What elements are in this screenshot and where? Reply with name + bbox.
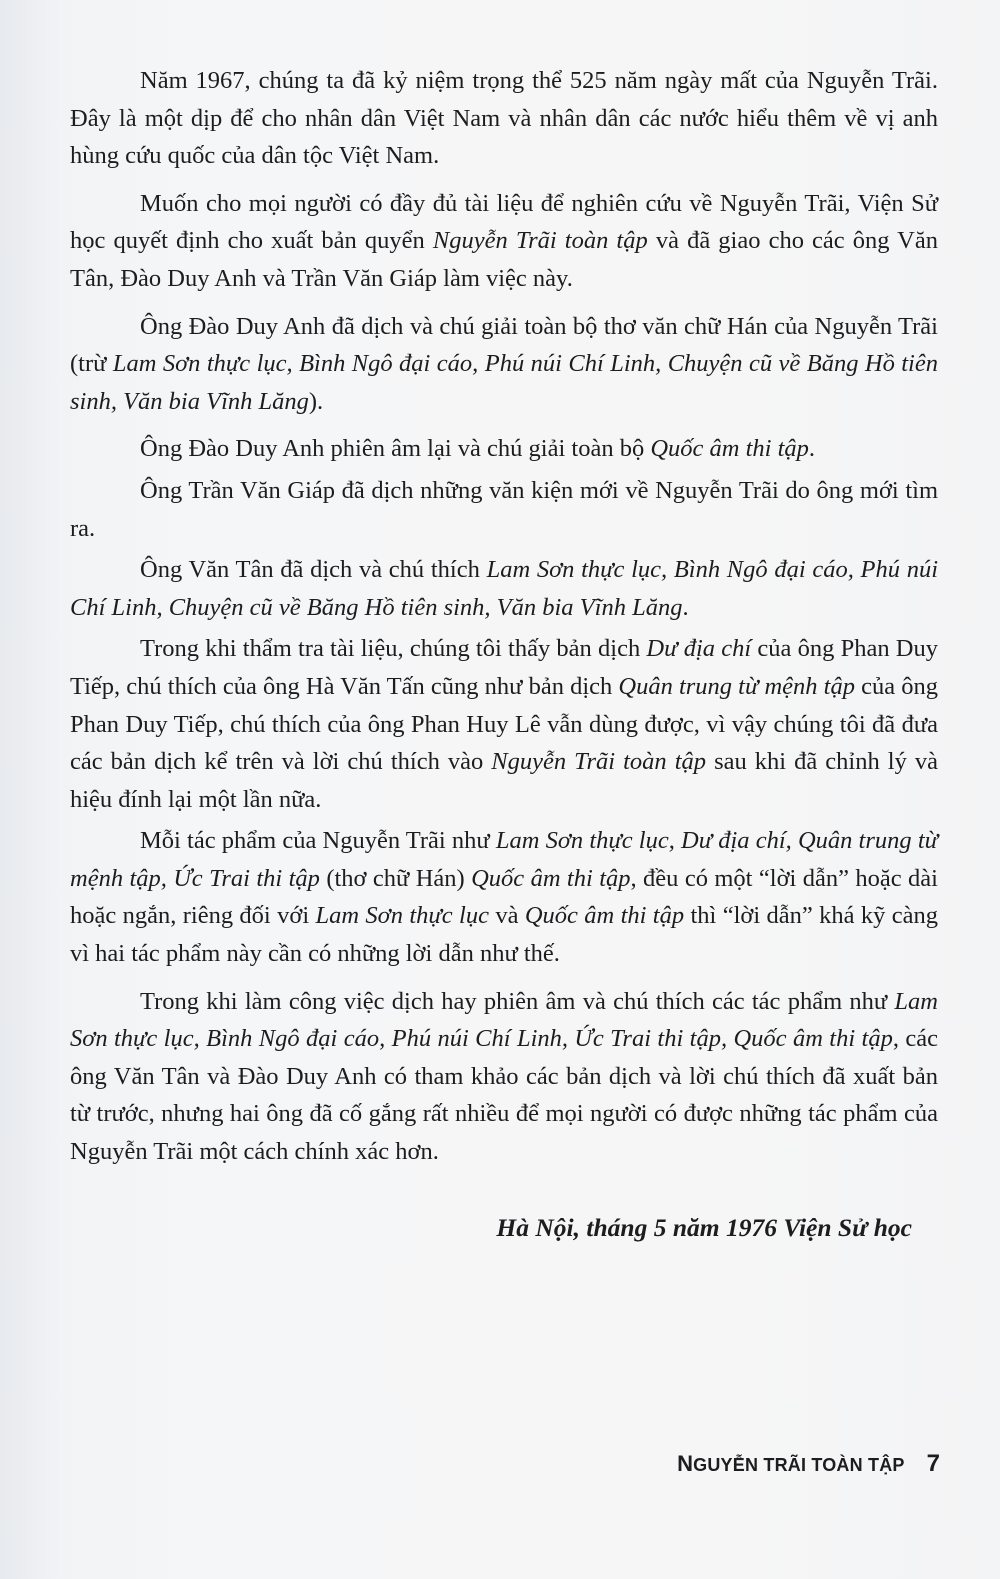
paragraph xyxy=(70,630,938,818)
page-number: 7 xyxy=(926,1450,940,1477)
body-text xyxy=(70,62,938,1175)
paragraph-text: (thơ chữ Hán) xyxy=(319,864,472,892)
paragraph-text: thì “lời dẫn” khá kỹ càng vì hai tác phẩm này cần có những lời dẫn như thế. xyxy=(70,902,938,968)
paragraph-text: Mỗi tác phẩm của Nguyễn Trãi như xyxy=(140,827,496,855)
paragraph xyxy=(70,983,938,1171)
italic-title-text: Quân trung từ mệnh tập xyxy=(618,672,855,700)
running-title-rest: GUYỄN TRÃI TOÀN TẬP xyxy=(693,1455,905,1475)
paragraph-text: Năm 1967, chúng ta đã kỷ niệm trọng thể 525 năm ngày mất của Nguyễn Trãi. Đây là một dịp để cho nhân dân Việt Nam và nhân dân các nước hiểu thêm về vị anh hùng cứu quốc của dân tộc Việt Nam. xyxy=(70,67,938,170)
italic-title-text: Lam Sơn thực lục, Dư địa chí, Quân trung từ mệnh tập, Ức Trai thi tập xyxy=(70,827,938,892)
italic-title-text: Lam Sơn thực lục xyxy=(315,902,489,930)
paragraph-text: ). xyxy=(308,387,324,415)
paragraph-text: Trong khi làm công việc dịch hay phiên âm và chú thích các tác phẩm như xyxy=(140,987,895,1015)
paragraph xyxy=(70,822,938,972)
italic-title-text: Dư địa chí xyxy=(646,635,752,663)
paragraph-text: Ông Văn Tân đã dịch và chú thích xyxy=(140,556,487,584)
paragraph-text: Ông Đào Duy Anh phiên âm lại và chú giải toàn bộ xyxy=(140,435,651,463)
italic-title-text: Quốc âm thi tập xyxy=(471,864,631,892)
paragraph-text: của ông Phan Duy Tiếp, chú thích của ông Hà Văn Tấn cũng như bản dịch xyxy=(70,635,938,700)
paragraph-text: sau khi đã chỉnh lý và hiệu đính lại một lần nữa. xyxy=(70,748,938,813)
italic-title-text: Quốc âm thi tập xyxy=(524,902,685,930)
paragraph xyxy=(70,551,938,626)
signature-line: Hà Nội, tháng 5 năm 1976 Viện Sử học xyxy=(496,1213,912,1242)
italic-title-text: Lam Sơn thực lục, Bình Ngô đại cáo, Phú núi Chí Linh, Ức Trai thi tập, Quốc âm thi tập xyxy=(70,987,938,1053)
paragraph-text: . xyxy=(682,593,689,621)
running-title xyxy=(677,1451,905,1477)
italic-title-text: Lam Sơn thực lục, Bình Ngô đại cáo, Phú núi Chí Linh, Chuyện cũ về Băng Hồ tiên sinh, Văn bia Vĩnh Lăng xyxy=(70,556,938,621)
paragraph-text: Ông Trần Văn Giáp đã dịch những văn kiện mới về Nguyễn Trãi do ông mới tìm ra. xyxy=(70,476,938,542)
italic-title-text: Lam Sơn thực lục, Bình Ngô đại cáo, Phú núi Chí Linh, Chuyện cũ về Băng Hồ tiên sinh, Văn bia Vĩnh Lăng xyxy=(70,350,938,415)
paragraph xyxy=(70,62,938,175)
paragraph xyxy=(70,308,938,421)
paragraph xyxy=(70,472,938,547)
paragraph-text: Muốn cho mọi người có đầy đủ tài liệu để nghiên cứu về Nguyễn Trãi, Viện Sử học quyết định cho xuất bản quyển xyxy=(70,189,938,255)
paragraph-text: của ông Phan Duy Tiếp, chú thích của ông Phan Huy Lê vẫn dùng được, vì vậy chúng tôi đã đưa các bản dịch kể trên và lời chú thích vào xyxy=(70,672,939,776)
paragraph-text: . xyxy=(808,435,816,463)
paragraph-text: và xyxy=(488,902,525,930)
paragraph-text: Ông Đào Duy Anh đã dịch và chú giải toàn bộ thơ văn chữ Hán của Nguyễn Trãi (trừ xyxy=(70,312,938,378)
paragraph-text: và đã giao cho các ông Văn Tân, Đào Duy Anh và Trần Văn Giáp làm việc này. xyxy=(70,227,938,292)
italic-title-text: Nguyễn Trãi toàn tập xyxy=(491,748,707,776)
running-title-initial: N xyxy=(677,1451,694,1476)
page-footer xyxy=(677,1450,940,1478)
italic-title-text: Quốc âm thi tập xyxy=(650,435,809,463)
paragraph-text: , các ông Văn Tân và Đào Duy Anh có tham khảo các bản dịch và lời chú thích đã xuất bản từ trước, nhưng hai ông đã cố gắng rất nhiều để mọi người có được những tác phẩm của Nguyễn Trãi một cách chính xác hơn. xyxy=(70,1025,939,1166)
paragraph-text: Trong khi thẩm tra tài liệu, chúng tôi thấy bản dịch xyxy=(140,635,647,663)
italic-title-text: Nguyễn Trãi toàn tập xyxy=(432,227,648,255)
paragraph xyxy=(70,430,938,468)
paragraph xyxy=(70,185,938,298)
paragraph-text: , đều có một “lời dẫn” hoặc dài hoặc ngắn, riêng đối với xyxy=(70,864,938,930)
